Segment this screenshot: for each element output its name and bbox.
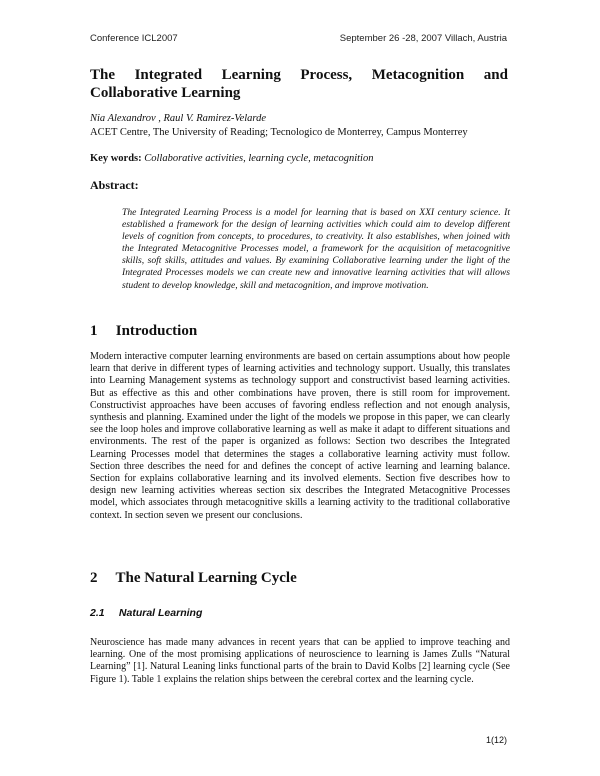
running-header-date-location: September 26 -28, 2007 Villach, Austria <box>339 33 507 44</box>
subsection-2-1-heading <box>90 607 202 619</box>
abstract-text: The Integrated Learning Process is a model for learning that is based on XXI century science. It established a framework for the design of learning activities which could aim to develop different levels of cognition from concepts, to procedures, to creativity. It also establishes, when joined with the Integrated Metacognitive Processes model, a framework for the acquisition of metacognitive skills, soft skills, attitudes and values. By examining Collaborative learning under the light of the Integrated Processes models we can create new and innovative learning activities that will allows student to develop knowledge, skill and metacognition, and improve motivation. <box>122 207 510 291</box>
title-word: The <box>90 67 116 83</box>
title-word: Process, <box>300 67 353 83</box>
natural-learning-paragraph: Neuroscience has made many advances in recent years that can be applied to improve teaching and learning. One of the most promising applications of neuroscience to learning is James Zulls “Natural Learning” [1]. Natural Leaning links functional parts of the brain to David Kolbs [2] learning cycle (See Figure 1). Table 1 explains the relation ships between the cerebral cortex and the learning cycle. <box>90 637 510 685</box>
keywords-value: Collaborative activities, learning cycle, metacognition <box>144 153 374 164</box>
keywords <box>90 153 373 164</box>
subsection-number: 2.1 <box>90 607 105 619</box>
section-1-heading <box>90 323 197 340</box>
section-title: The Natural Learning Cycle <box>115 570 297 586</box>
section-title: Introduction <box>115 323 198 339</box>
abstract-heading: Abstract: <box>90 178 139 192</box>
title-word: Metacognition <box>371 67 465 83</box>
paper-title <box>90 66 508 102</box>
title-word: Learning <box>221 67 281 83</box>
title-word: Integrated <box>134 67 203 83</box>
subsection-title: Natural Learning <box>118 607 203 619</box>
keywords-label: Key words: <box>90 153 142 164</box>
author-affiliation: ACET Centre, The University of Reading; Tecnologico de Monterrey, Campus Monterrey <box>90 127 468 138</box>
title-line-1 <box>90 66 508 84</box>
introduction-paragraph: Modern interactive computer learning environments are based on certain assumptions about how people learn that derive in different types of learning activities and technology support. Usually, this translates into Learning Management systems as technology support and constructivist based learning activities. But as effective as this and other combinations have proven, there is still room for improvement. Constructivist approaches have been accuses of favoring endless reflection and not enough analysis, synthesis and planning. Examined under the light of the models we propose in this paper, we can clearly see the loop holes and improve collaborative learning as well as make it adapt to different situations and environments. The rest of the paper is organized as follows: Section two describes the Integrated Learning Processes model that determines the stages a collaborative learning activity must follow. Section three describes the need for and defines the concept of active learning and learning balance. Section for explains collaborative learning and its involved elements. Section five describes how to design new learning activities whereas section six describes the Integrated Metacognitive Processes model, which associates through metacognitive skills a learning activity to the traditional collaborative context. In section seven we present our conclusions. <box>90 351 510 521</box>
author-block <box>90 112 510 140</box>
page-number: 1(12) <box>485 735 507 745</box>
title-line-2: Collaborative Learning <box>90 85 241 101</box>
author-names: Nia Alexandrov , Raul V. Ramirez-Velarde <box>90 113 267 124</box>
section-2-heading <box>90 570 297 587</box>
running-header-conference: Conference ICL2007 <box>90 33 178 44</box>
section-number: 1 <box>90 323 98 339</box>
section-number: 2 <box>90 570 98 586</box>
title-word: and <box>483 67 508 83</box>
